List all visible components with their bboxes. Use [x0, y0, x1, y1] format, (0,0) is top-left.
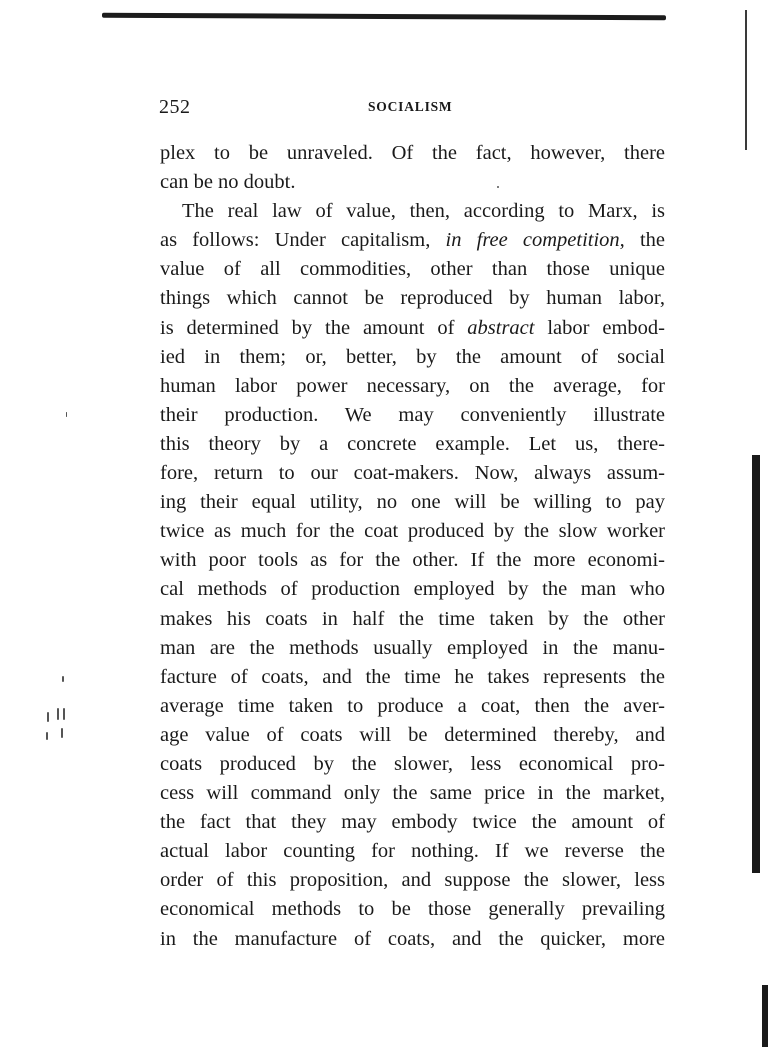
scan-speck: [47, 712, 49, 722]
text-line: economical methods to be those generally prevailing: [160, 898, 665, 921]
text-line: can be no doubt.: [160, 171, 296, 194]
text-line: the fact that they may embody twice the amount of: [160, 811, 665, 834]
text-line: average time taken to produce a coat, then the aver-: [160, 694, 665, 717]
page-number: 252: [159, 96, 191, 118]
text-line: twice as much for the coat produced by the slow worker: [160, 520, 665, 543]
text-line: human labor power necessary, on the average, for: [160, 374, 665, 397]
text-line: actual labor counting for nothing. If we reverse the: [160, 840, 665, 863]
text-line: makes his coats in half the time taken by the other: [160, 607, 665, 630]
scan-speck: [46, 732, 48, 740]
running-head: SOCIALISM: [368, 99, 453, 114]
text-line: with poor tools as for the other. If the more economi-: [160, 549, 665, 572]
scan-speck: [62, 676, 64, 682]
text-line: order of this proposition, and suppose the slower, less: [160, 869, 665, 892]
text-line: plex to be unraveled. Of the fact, however, there: [160, 142, 665, 164]
text-line: in the manufacture of coats, and the quicker, more: [160, 927, 665, 950]
text-line: value of all commodities, other than those unique: [160, 258, 665, 281]
text-line: age value of coats will be determined thereby, and: [160, 723, 665, 746]
text-line: things which cannot be reproduced by human labor,: [160, 287, 665, 310]
scan-speck: [497, 186, 499, 188]
text-line: cal methods of production employed by the man who: [160, 578, 665, 601]
text-line: facture of coats, and the time he takes represents the: [160, 665, 665, 688]
text-line: man are the methods usually employed in the manu-: [160, 636, 665, 659]
text-line: coats produced by the slower, less economical pro-: [160, 752, 665, 775]
body-text: [160, 139, 665, 954]
scan-speck: [63, 708, 65, 720]
top-rule: [102, 13, 666, 20]
scan-edge-mark: [762, 985, 768, 1047]
text-line: fore, return to our coat-makers. Now, always assum-: [160, 462, 665, 485]
text-line: cess will command only the same price in the market,: [160, 782, 665, 805]
text-line: this theory by a concrete example. Let us, there-: [160, 432, 665, 455]
text-line: The real law of value, then, according to Marx, is: [182, 200, 665, 223]
scan-speck: [57, 708, 59, 720]
text-line: is determined by the amount of abstract labor embod-: [160, 316, 665, 339]
text-line: ied in them; or, better, by the amount of social: [160, 345, 665, 368]
scan-edge-mark: [752, 455, 760, 873]
scan-speck: [61, 728, 63, 738]
text-line: their production. We may conveniently illustrate: [160, 403, 665, 426]
text-line: as follows: Under capitalism, in free competition, the: [160, 229, 665, 252]
scan-edge-mark: [745, 10, 747, 150]
scan-speck: [66, 412, 67, 417]
text-line: ing their equal utility, no one will be willing to pay: [160, 491, 665, 514]
